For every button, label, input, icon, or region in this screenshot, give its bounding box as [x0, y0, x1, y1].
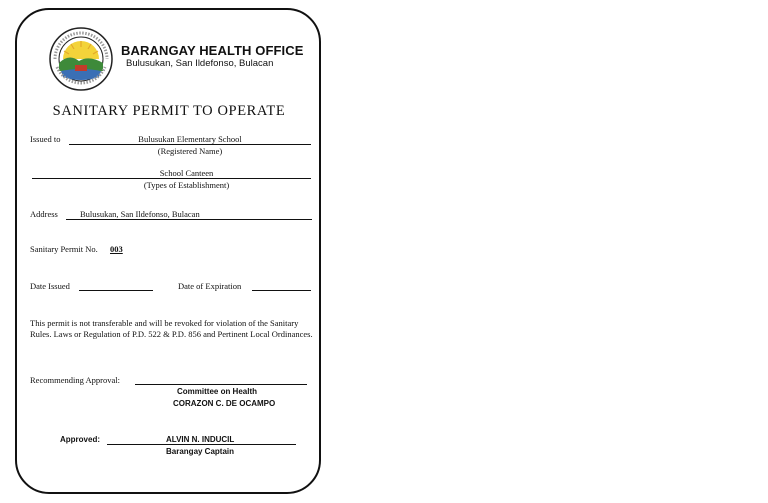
committee-title: Committee on Health — [177, 387, 258, 396]
address-value: Bulusukan, San Ildefonso, Bulacan — [80, 209, 200, 219]
address-line — [66, 219, 312, 220]
date-issued-label: Date Issued — [30, 281, 70, 291]
approved-label: Approved: — [60, 435, 100, 444]
captain-name: ALVIN N. INDUCIL — [166, 435, 235, 444]
date-expiration-label: Date of Expiration — [178, 281, 242, 291]
permit-title: SANITARY PERMIT TO OPERATE — [52, 103, 286, 119]
establishment-caption: (Types of Establishment) — [143, 180, 230, 190]
revocation-notice: This permit is not transferable and will be revoked for violation of the Sanitary Rules. Laws or Regulation of P.D. 522 & P.D. 856 and Pertinent Local Ordinances. — [30, 318, 313, 339]
barangay-seal-logo — [49, 27, 113, 91]
committee-name: CORAZON C. DE OCAMPO — [173, 399, 276, 408]
issued-to-value: Bulusukan Elementary School — [138, 134, 242, 144]
issued-to-label: Issued to — [30, 134, 61, 144]
permit-no-label: Sanitary Permit No. — [30, 244, 98, 254]
date-expiration-line — [252, 290, 311, 291]
issued-to-line — [69, 144, 311, 145]
establishment-line — [32, 178, 311, 179]
captain-title: Barangay Captain — [166, 447, 235, 456]
recommending-label: Recommending Approval: — [30, 375, 120, 385]
registered-name-caption: (Registered Name) — [157, 146, 223, 156]
date-issued-line — [79, 290, 153, 291]
address-label: Address — [30, 209, 58, 219]
office-address: Bulusukan, San Ildefonso, Bulacan — [126, 58, 274, 69]
approved-line — [107, 444, 296, 445]
establishment-value: School Canteen — [159, 168, 214, 178]
office-name: BARANGAY HEALTH OFFICE — [121, 43, 304, 58]
permit-no-value: 003 — [110, 244, 123, 254]
recommending-line — [135, 384, 307, 385]
